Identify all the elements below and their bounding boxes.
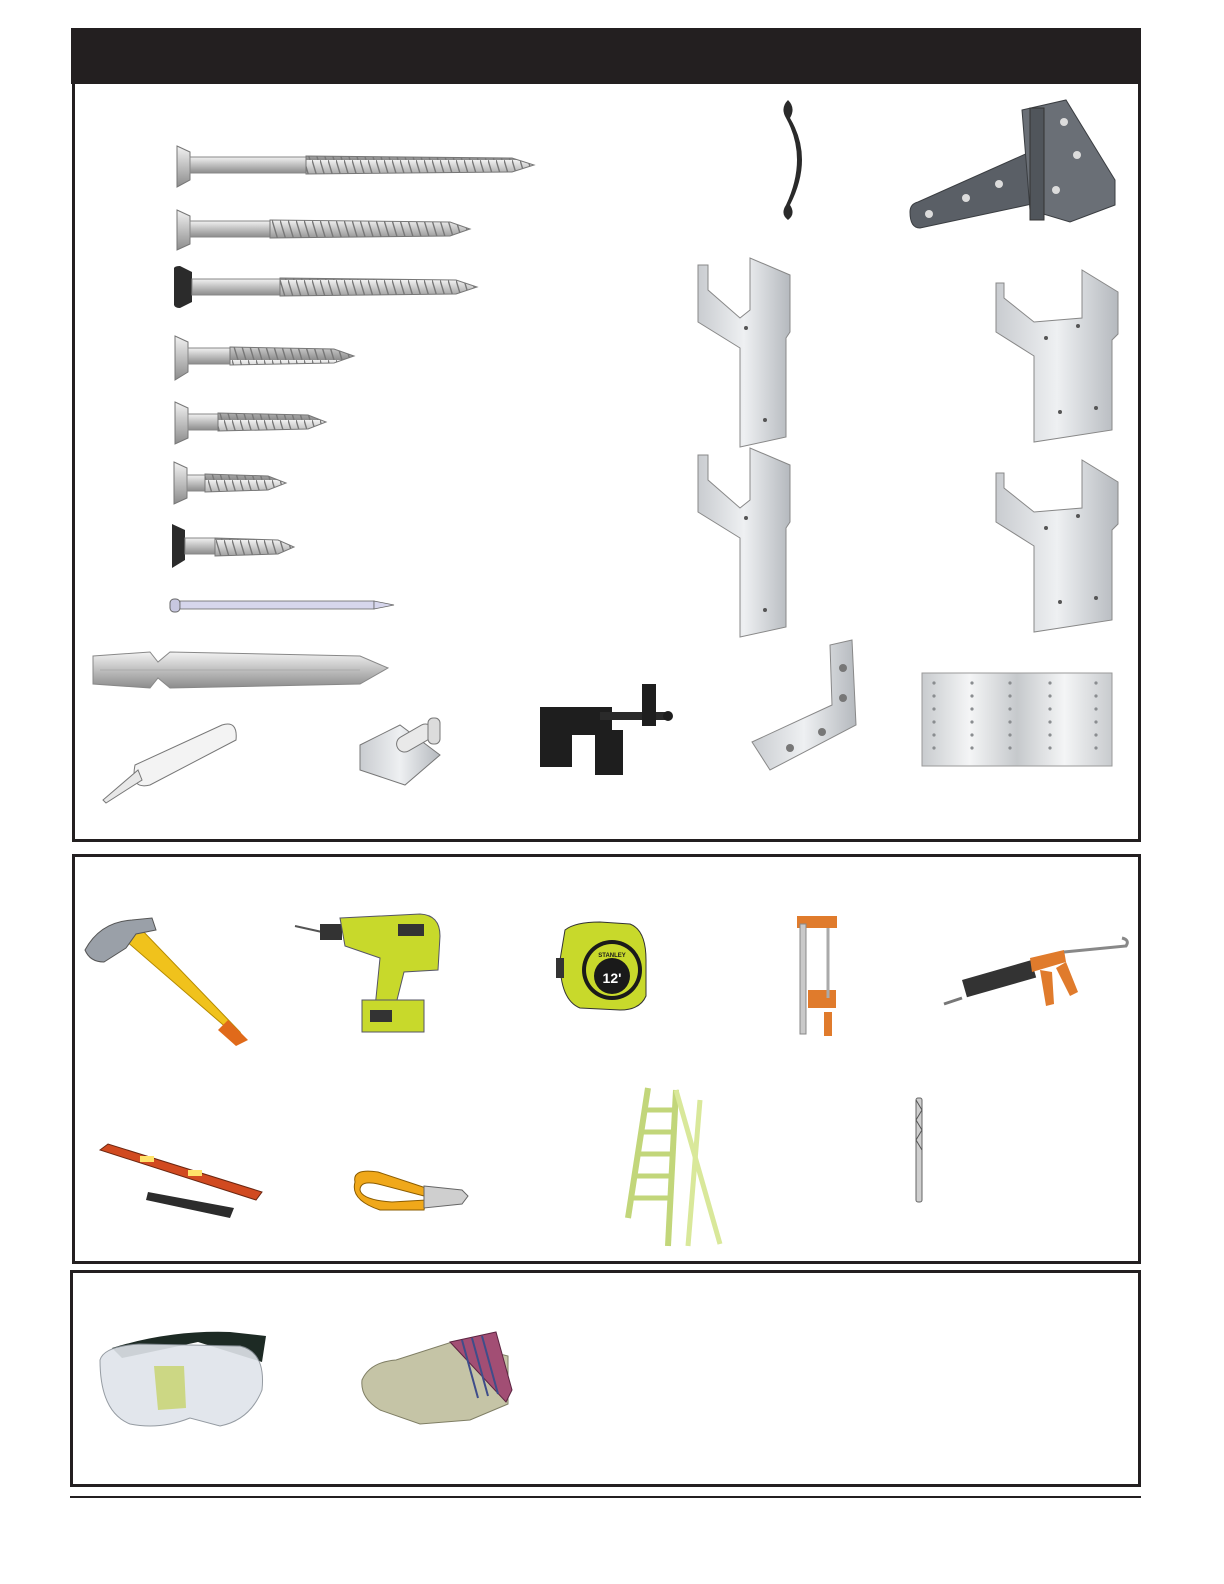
footer-rule <box>70 1496 1141 1498</box>
tape-measure-length: 12' <box>602 970 622 986</box>
work-gloves <box>362 1332 512 1424</box>
tape-measure-brand: STANLEY <box>598 953 626 959</box>
safety-goggles <box>100 1332 266 1426</box>
